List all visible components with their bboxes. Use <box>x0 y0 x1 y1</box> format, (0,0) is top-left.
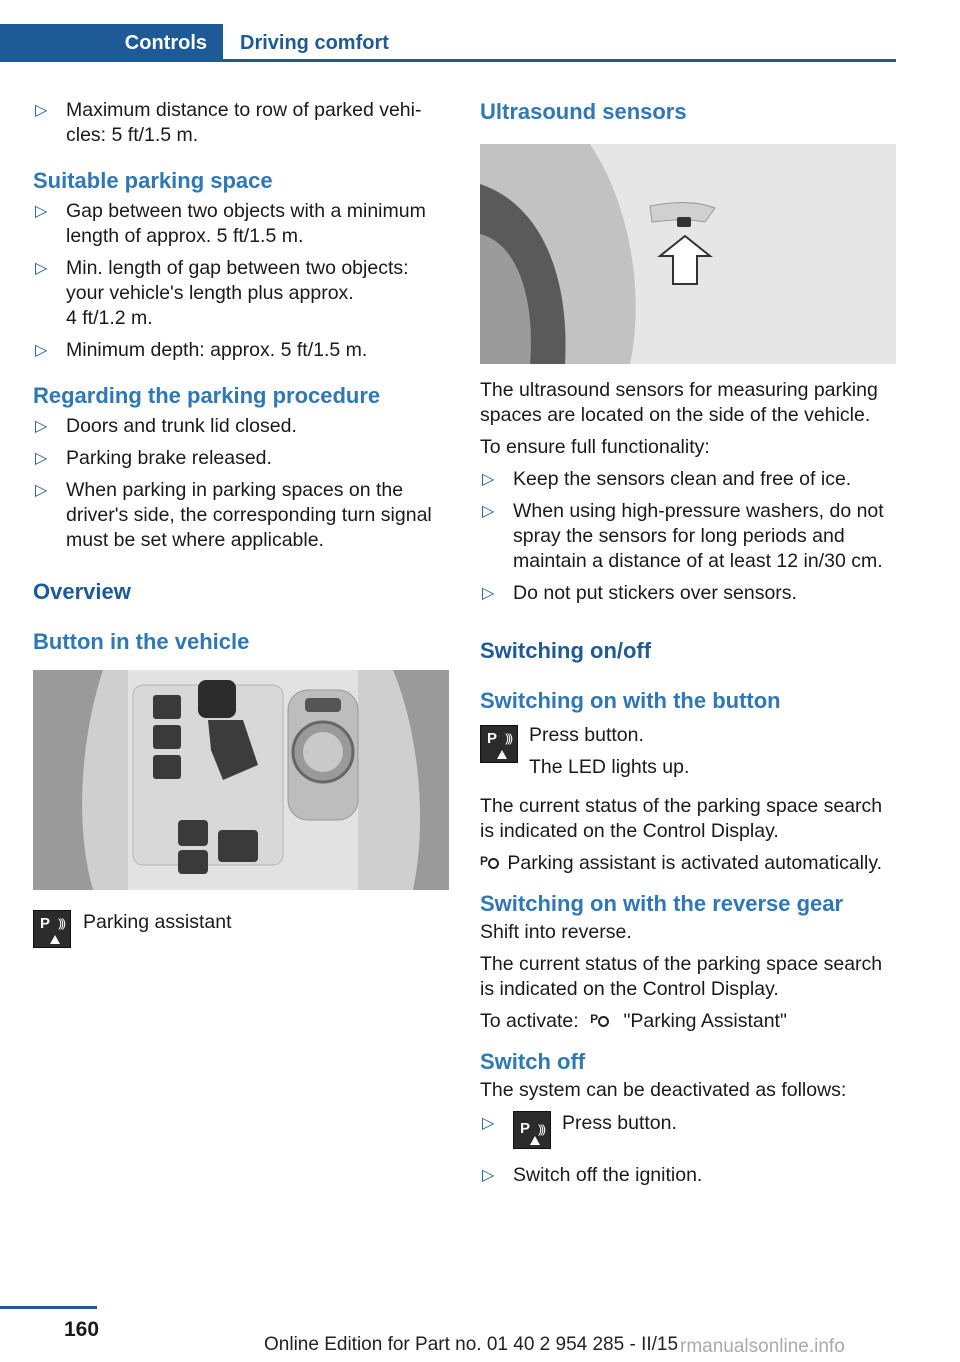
list-item: ▷ Switch off the ignition. <box>482 1164 703 1186</box>
heading-parking-procedure: Regarding the parking procedure <box>33 383 381 408</box>
footer-rule <box>0 1306 97 1309</box>
parking-assistant-symbol-icon: P <box>590 1009 612 1031</box>
heading-suitable-parking-space: Suitable parking space <box>33 168 273 193</box>
heading-reverse-gear: Switching on with the reverse gear <box>480 891 844 916</box>
status-text-2: The current status of the parking space search is indicated on the Control Display. <box>480 953 883 1000</box>
triangle-bullet-icon: ▷ <box>35 102 48 119</box>
list-item: ▷ Do not put stickers over sensors. <box>482 582 797 604</box>
parking-assistant-symbol-icon: P <box>480 851 502 873</box>
heading-switching-on-button: Switching on with the button <box>480 688 781 713</box>
sensor-photo <box>480 144 896 364</box>
shift-text: Shift into reverse. <box>480 921 632 943</box>
procedure-list <box>33 414 449 553</box>
left-column <box>33 98 449 948</box>
sensor-care-list <box>480 467 896 606</box>
list-item: ▷ Maximum distance to row of parked vehi-cles: 5 ft/1.5 m. <box>35 99 422 146</box>
list-item: ▷ P ))) Press button. <box>480 1111 896 1149</box>
list-item: ▷ Doors and trunk lid closed. <box>35 415 297 437</box>
header-tab-controls[interactable]: Controls <box>0 24 223 62</box>
sensors-functionality-intro: To ensure full functionality: <box>480 436 710 458</box>
page-header <box>0 24 896 62</box>
console-illustration <box>33 670 449 890</box>
press-button-row <box>480 723 896 780</box>
switch-off-list <box>480 1111 896 1188</box>
page-number: 160 <box>64 1318 100 1341</box>
switch-off-text: The system can be deactivated as follows: <box>480 1079 847 1101</box>
status-text: The current status of the parking space search is indicated on the Control Display. <box>480 795 883 842</box>
triangle-bullet-icon: ▷ <box>35 260 48 277</box>
press-button-text: Press button. <box>529 724 644 746</box>
distance-list <box>33 98 449 148</box>
triangle-bullet-icon: ▷ <box>482 471 495 488</box>
watermark: rmanualsonline.info <box>680 1336 845 1357</box>
auto-activation-text: P Parking assistant is activated automatically. <box>480 852 883 874</box>
edition-footer: Online Edition for Part no. 01 40 2 954 285 - II/15 <box>264 1334 679 1355</box>
header-rule <box>0 59 896 62</box>
triangle-bullet-icon: ▷ <box>35 418 48 435</box>
caption-parking-assistant: Parking assistant <box>83 911 232 933</box>
triangle-bullet-icon: ▷ <box>482 585 495 602</box>
list-item: ▷ Keep the sensors clean and free of ice. <box>482 468 852 490</box>
center-console-photo <box>33 670 449 890</box>
list-item: ▷ Parking brake released. <box>35 447 272 469</box>
triangle-bullet-icon: ▷ <box>35 342 48 359</box>
list-item: ▷ Min. length of gap between two objects: your vehicle's length plus approx. 4 ft/1.2 m. <box>35 257 409 329</box>
triangle-bullet-icon: ▷ <box>35 203 48 220</box>
activate-text: To activate: P "Parking Assistant" <box>480 1010 787 1032</box>
triangle-bullet-icon: ▷ <box>482 1115 495 1132</box>
heading-switching-on-off: Switching on/off <box>480 638 652 663</box>
heading-ultrasound-sensors: Ultrasound sensors <box>480 99 687 124</box>
triangle-bullet-icon: ▷ <box>35 450 48 467</box>
list-item: ▷ When using high-pressure washers, do not spray the sensors for long periods and maintain a distance of at least 12 in/30 cm. <box>482 500 884 572</box>
triangle-bullet-icon: ▷ <box>482 1167 495 1184</box>
sensor-illustration <box>480 144 896 364</box>
triangle-bullet-icon: ▷ <box>482 503 495 520</box>
list-item: ▷ Gap between two objects with a minimum length of approx. 5 ft/1.5 m. <box>35 200 426 247</box>
led-text: The LED lights up. <box>529 756 690 778</box>
list-item: ▷ When parking in parking spaces on the driver's side, the corresponding turn signal must be set where applicable. <box>35 479 432 551</box>
header-tab-driving-comfort[interactable]: Driving comfort <box>240 31 389 54</box>
heading-button-in-vehicle: Button in the vehicle <box>33 629 250 654</box>
right-column <box>480 98 896 1195</box>
parking-assistant-button-icon: P ))) <box>513 1111 551 1149</box>
suitable-list <box>33 199 449 363</box>
list-item: ▷ Minimum depth: approx. 5 ft/1.5 m. <box>35 339 368 361</box>
heading-switch-off: Switch off <box>480 1049 586 1074</box>
triangle-bullet-icon: ▷ <box>35 482 48 499</box>
caption-row <box>33 910 449 948</box>
parking-assistant-button-icon: P ))) <box>480 725 518 763</box>
heading-overview: Overview <box>33 579 131 604</box>
sensors-description: The ultrasound sensors for measuring parking spaces are located on the side of the vehicle. <box>480 379 878 426</box>
parking-assistant-button-icon: P ))) <box>33 910 71 948</box>
